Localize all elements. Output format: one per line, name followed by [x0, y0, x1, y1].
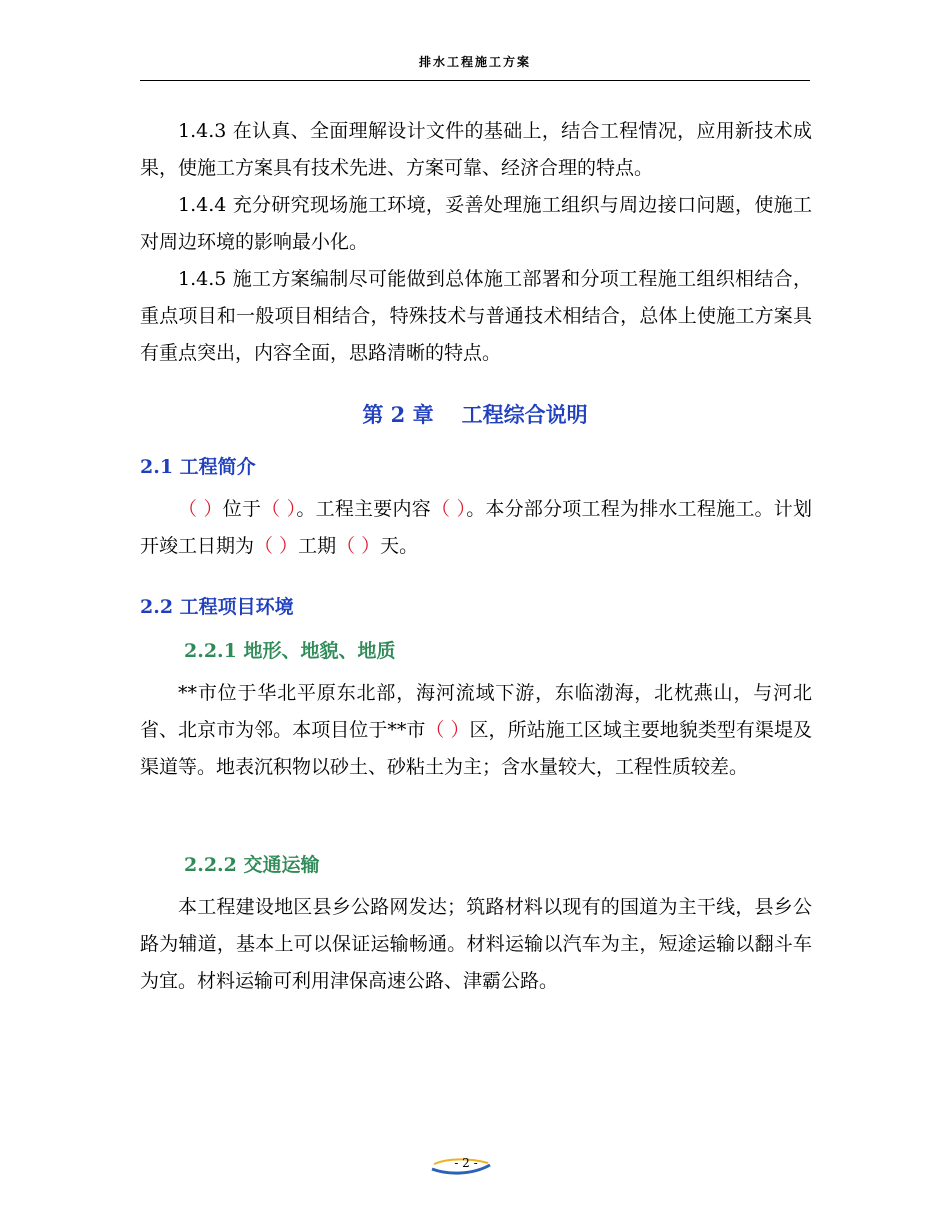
- paragraph-1-4-4: 1.4.4 充分研究现场施工环境，妥善处理施工组织与周边接口问题，使施工对周边环境的影响最小化。: [140, 194, 812, 253]
- placeholder-district: （ ）: [425, 719, 470, 741]
- paragraph-2-2-1: [140, 675, 812, 786]
- running-header-title: 排水工程施工方案: [418, 55, 531, 69]
- text-segment: 。工程主要内容: [296, 498, 431, 520]
- text-segment: 区，所站施工区域主要地貌类型有渠堤及渠道等。地表沉积物以砂土、砂粘土为主；含水量较大，工程性质较差。: [140, 719, 812, 778]
- placeholder-main-content: （ ）: [430, 498, 467, 520]
- text-segment: 天。: [380, 535, 419, 557]
- placeholder-duration: （ ）: [336, 535, 381, 557]
- paragraph-2-1-intro: [140, 491, 812, 565]
- placeholder-project-name: （ ）: [178, 498, 223, 520]
- paragraph-2-2-2: 本工程建设地区县乡公路网发达；筑路材料以现有的国道为主干线，县乡公路为辅道，基本上可以保证运输畅通。材料运输以汽车为主，短途运输以翻斗车为宜。材料运输可利用津保高速公路、津霸公路。: [140, 896, 812, 992]
- text-segment: **市位于华北平原东北部，海河流域下游，东临渤海，北枕燕山，与河北省、北京市为邻。本项目位于**市: [140, 682, 812, 741]
- section-2-2-heading: 2.2 工程项目环境: [140, 596, 294, 618]
- chapter-number: 第 2 章: [362, 402, 434, 427]
- header-divider: [140, 80, 810, 81]
- text-segment: 工期: [298, 535, 337, 557]
- placeholder-dates: （ ）: [254, 535, 299, 557]
- section-2-2-1-heading: 2.2.1 地形、地貌、地质: [184, 640, 396, 662]
- placeholder-location: （ ）: [261, 498, 297, 520]
- page-number: - 2 -: [454, 1156, 478, 1170]
- chapter-title: 工程综合说明: [461, 402, 588, 427]
- text-segment: 。本分部分项工程为排水工程施工。计划开竣工日期为: [140, 498, 812, 557]
- text-segment: 位于: [222, 498, 262, 520]
- section-2-1-heading: 2.1 工程简介: [140, 456, 256, 478]
- chapter-2-heading: [140, 399, 810, 429]
- paragraph-1-4-3: 1.4.3 在认真、全面理解设计文件的基础上，结合工程情况，应用新技术成果，使施工方案具有技术先进、方案可靠、经济合理的特点。: [140, 120, 812, 179]
- section-2-2-2-heading: 2.2.2 交通运输: [184, 854, 320, 876]
- paragraph-1-4-5: 1.4.5 施工方案编制尽可能做到总体施工部署和分项工程施工组织相结合，重点项目和一般项目相结合，特殊技术与普通技术相结合，总体上使施工方案具有重点突出，内容全面，思路清晰的特点。: [140, 268, 812, 364]
